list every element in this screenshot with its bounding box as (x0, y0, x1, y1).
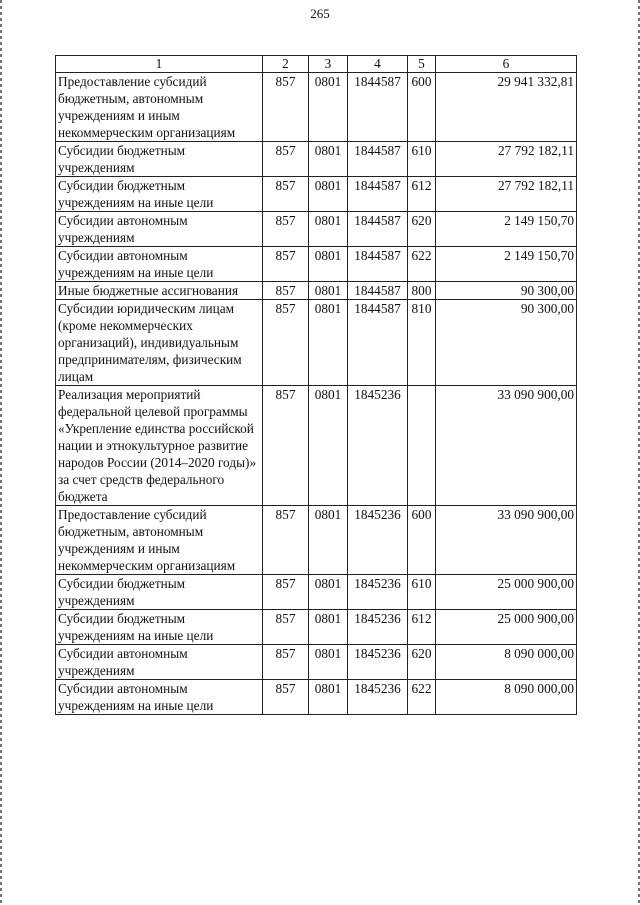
row-amount: 33 090 900,00 (436, 386, 577, 506)
row-code-5: 620 (408, 212, 436, 247)
row-code-2: 857 (263, 610, 309, 645)
row-code-5: 612 (408, 177, 436, 212)
row-code-4: 1845236 (348, 386, 408, 506)
table-row (56, 300, 577, 386)
table-row (56, 386, 577, 506)
scan-edge-left (0, 0, 2, 905)
table-row (56, 282, 577, 300)
row-amount: 90 300,00 (436, 300, 577, 386)
row-name: Реализация мероприятий федеральной целевой программы «Укрепление единства российской нации и этнокультурное развитие народов России (2014–2020 годы)» за счет средств федерального бюджета (56, 386, 263, 506)
row-amount: 33 090 900,00 (436, 506, 577, 575)
row-code-2: 857 (263, 142, 309, 177)
row-code-2: 857 (263, 300, 309, 386)
row-code-3: 0801 (309, 300, 348, 386)
column-header: 3 (309, 56, 348, 73)
row-code-4: 1844587 (348, 142, 408, 177)
row-code-4: 1845236 (348, 506, 408, 575)
row-code-3: 0801 (309, 73, 348, 142)
row-code-3: 0801 (309, 212, 348, 247)
table-row (56, 680, 577, 715)
row-amount: 27 792 182,11 (436, 177, 577, 212)
row-code-4: 1844587 (348, 212, 408, 247)
row-code-4: 1845236 (348, 575, 408, 610)
row-code-3: 0801 (309, 247, 348, 282)
row-code-3: 0801 (309, 142, 348, 177)
row-code-5: 612 (408, 610, 436, 645)
row-code-2: 857 (263, 212, 309, 247)
row-code-3: 0801 (309, 610, 348, 645)
row-amount: 8 090 000,00 (436, 680, 577, 715)
table-row (56, 247, 577, 282)
row-code-2: 857 (263, 506, 309, 575)
row-code-5: 810 (408, 300, 436, 386)
row-amount: 2 149 150,70 (436, 247, 577, 282)
row-code-3: 0801 (309, 575, 348, 610)
row-code-3: 0801 (309, 506, 348, 575)
row-code-3: 0801 (309, 177, 348, 212)
row-code-2: 857 (263, 645, 309, 680)
column-header: 1 (56, 56, 263, 73)
row-name: Субсидии автономным учреждениям на иные цели (56, 247, 263, 282)
row-code-3: 0801 (309, 680, 348, 715)
row-name: Субсидии автономным учреждениям на иные цели (56, 680, 263, 715)
row-code-2: 857 (263, 282, 309, 300)
table-row (56, 73, 577, 142)
row-code-2: 857 (263, 575, 309, 610)
row-code-2: 857 (263, 680, 309, 715)
row-code-4: 1844587 (348, 247, 408, 282)
table-row (56, 645, 577, 680)
row-code-2: 857 (263, 386, 309, 506)
column-header: 4 (348, 56, 408, 73)
row-code-2: 857 (263, 73, 309, 142)
row-code-4: 1844587 (348, 300, 408, 386)
row-code-5: 600 (408, 73, 436, 142)
row-name: Субсидии бюджетным учреждениям (56, 575, 263, 610)
row-code-3: 0801 (309, 645, 348, 680)
row-code-5: 622 (408, 680, 436, 715)
table-row (56, 610, 577, 645)
row-code-5: 620 (408, 645, 436, 680)
row-amount: 29 941 332,81 (436, 73, 577, 142)
row-amount: 90 300,00 (436, 282, 577, 300)
row-name: Субсидии автономным учреждениям (56, 645, 263, 680)
row-code-5: 800 (408, 282, 436, 300)
row-code-5: 610 (408, 142, 436, 177)
row-name: Субсидии бюджетным учреждениям на иные цели (56, 610, 263, 645)
row-code-5: 622 (408, 247, 436, 282)
column-header: 6 (436, 56, 577, 73)
row-code-2: 857 (263, 177, 309, 212)
row-amount: 27 792 182,11 (436, 142, 577, 177)
row-name: Субсидии бюджетным учреждениям на иные цели (56, 177, 263, 212)
row-code-5: 610 (408, 575, 436, 610)
table-row (56, 575, 577, 610)
table-row (56, 506, 577, 575)
row-code-4: 1845236 (348, 610, 408, 645)
table-row (56, 177, 577, 212)
row-code-3: 0801 (309, 282, 348, 300)
row-name: Субсидии автономным учреждениям (56, 212, 263, 247)
page-number: 265 (310, 6, 330, 21)
row-code-4: 1845236 (348, 645, 408, 680)
row-name: Предоставление субсидий бюджетным, автономным учреждениям и иным некоммерческим организациям (56, 506, 263, 575)
row-code-4: 1844587 (348, 282, 408, 300)
table-row (56, 142, 577, 177)
column-header: 2 (263, 56, 309, 73)
row-code-5 (408, 386, 436, 506)
row-amount: 25 000 900,00 (436, 610, 577, 645)
row-code-4: 1845236 (348, 680, 408, 715)
table-row (56, 212, 577, 247)
table-header-row (56, 56, 577, 73)
column-header: 5 (408, 56, 436, 73)
row-amount: 25 000 900,00 (436, 575, 577, 610)
row-name: Субсидии юридическим лицам (кроме некоммерческих организаций), индивидуальным предпринимателям, физическим лицам (56, 300, 263, 386)
row-name: Предоставление субсидий бюджетным, автономным учреждениям и иным некоммерческим организациям (56, 73, 263, 142)
row-code-4: 1844587 (348, 73, 408, 142)
row-code-5: 600 (408, 506, 436, 575)
row-code-2: 857 (263, 247, 309, 282)
row-code-4: 1844587 (348, 177, 408, 212)
row-name: Субсидии бюджетным учреждениям (56, 142, 263, 177)
row-amount: 8 090 000,00 (436, 645, 577, 680)
row-name: Иные бюджетные ассигнования (56, 282, 263, 300)
row-code-3: 0801 (309, 386, 348, 506)
budget-table (55, 55, 577, 715)
row-amount: 2 149 150,70 (436, 212, 577, 247)
